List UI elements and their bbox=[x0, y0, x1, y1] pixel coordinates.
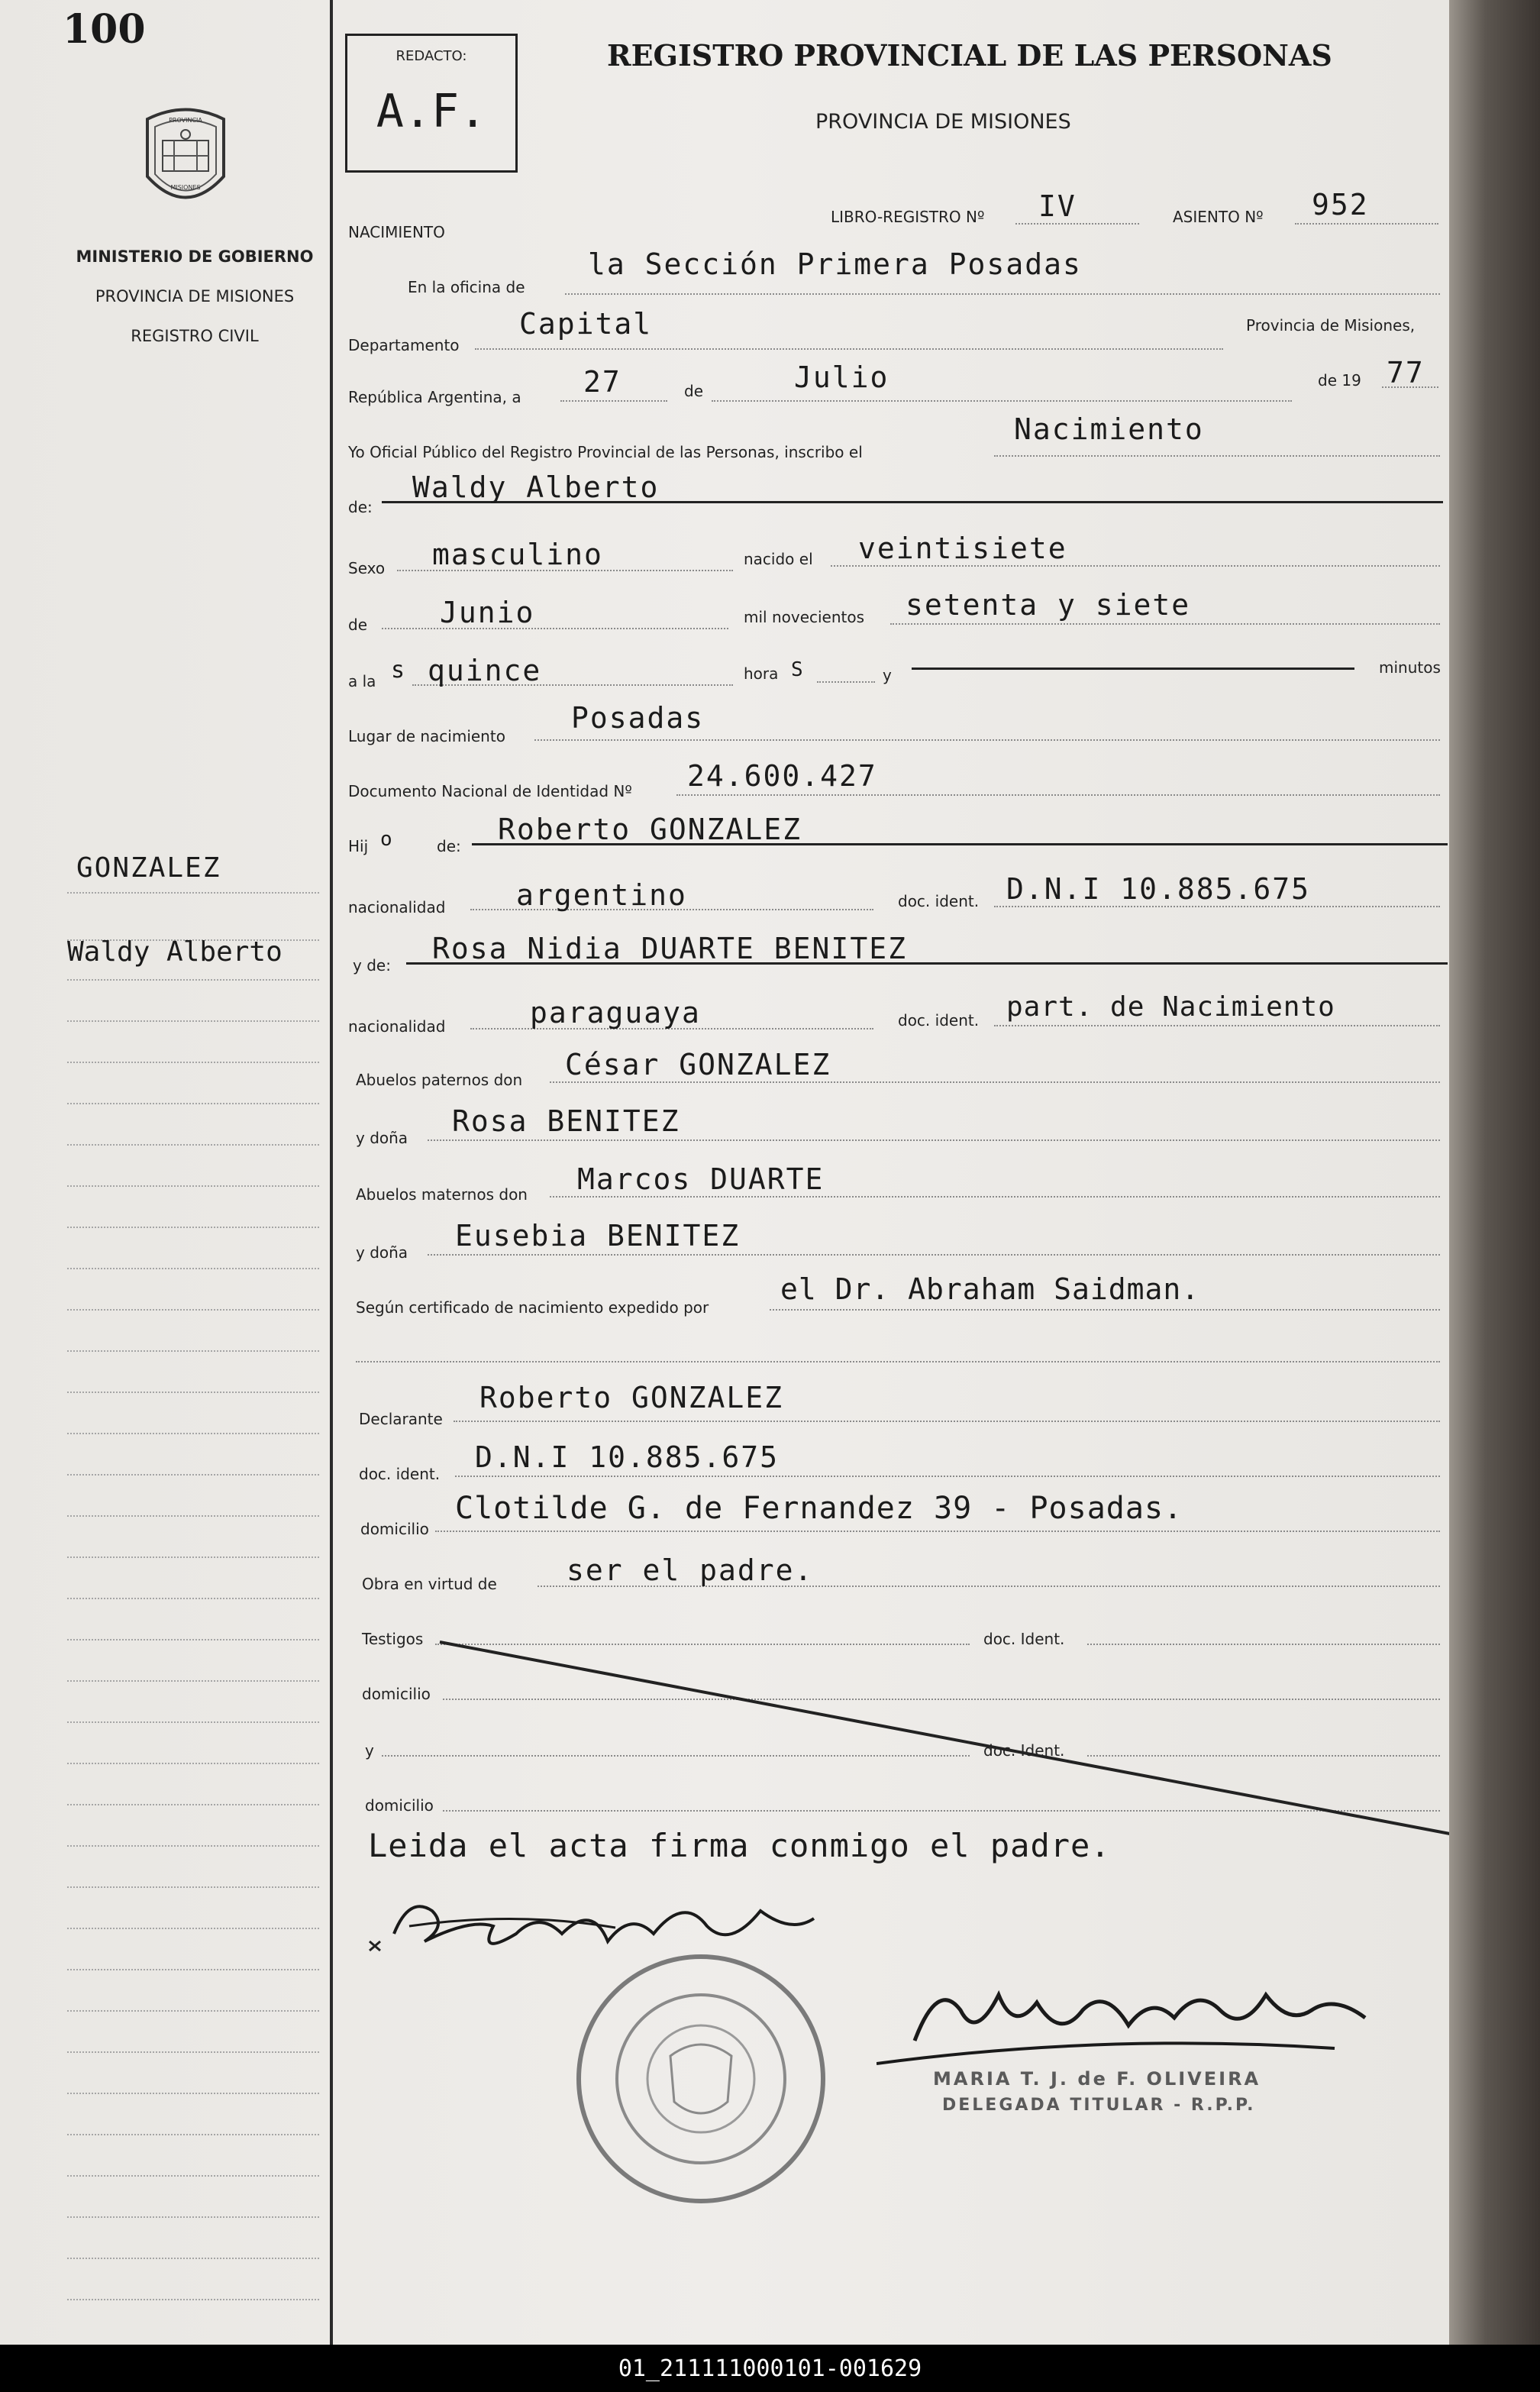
hijo-label: Hij bbox=[348, 837, 369, 855]
ministry-province: PROVINCIA DE MISIONES bbox=[95, 287, 295, 305]
footer-label: 01_211111000101-001629 bbox=[618, 2355, 922, 2382]
margin-given-names: Waldy Alberto bbox=[67, 936, 282, 968]
docident-padre-label: doc. ident. bbox=[898, 892, 980, 910]
svg-text:MISIONES: MISIONES bbox=[170, 184, 201, 191]
departamento-value: Capital bbox=[519, 307, 653, 341]
document-subtitle: PROVINCIA DE MISIONES bbox=[815, 110, 1071, 134]
document-title: REGISTRO PROVINCIAL DE LAS PERSONAS bbox=[607, 38, 1332, 73]
oficial-value: Nacimiento bbox=[1014, 412, 1204, 446]
provincia-label: Provincia de Misiones, bbox=[1246, 316, 1416, 335]
nacionalidad-madre-label: nacionalidad bbox=[348, 1017, 446, 1036]
certificado-label: Según certificado de nacimiento expedido por bbox=[356, 1298, 709, 1317]
hijo-de-label: de: bbox=[437, 837, 461, 855]
margin-surname: GONZALEZ bbox=[76, 852, 221, 884]
de-persona-label: de: bbox=[348, 498, 373, 516]
dni-value: 24.600.427 bbox=[687, 759, 877, 793]
redacto-value: A.F. bbox=[376, 85, 487, 138]
asiento-value: 952 bbox=[1312, 188, 1369, 221]
libro-value: IV bbox=[1038, 189, 1077, 223]
sexo-value: masculino bbox=[432, 538, 603, 571]
testigos-y-label: y bbox=[365, 1741, 374, 1760]
binder-edge bbox=[1449, 0, 1540, 2345]
lugar-value: Posadas bbox=[571, 701, 705, 735]
anio-nac-value: setenta y siete bbox=[906, 588, 1191, 622]
abuelos-maternos-label: Abuelos maternos don bbox=[356, 1185, 528, 1204]
certificado-value: el Dr. Abraham Saidman. bbox=[780, 1272, 1200, 1306]
minutos-label: minutos bbox=[1379, 658, 1441, 677]
nacionalidad-madre-value: paraguaya bbox=[530, 996, 701, 1030]
de2-label: de bbox=[348, 616, 367, 634]
ministry-registry: REGISTRO CIVIL bbox=[131, 327, 259, 345]
stamp-officer-role: DELEGADA TITULAR - R.P.P. bbox=[942, 2096, 1256, 2115]
libro-label: LIBRO-REGISTRO Nº bbox=[831, 208, 985, 226]
nacionalidad-padre-label: nacionalidad bbox=[348, 898, 446, 916]
abuelo-materno-value: Marcos DUARTE bbox=[577, 1162, 825, 1196]
asiento-label: ASIENTO Nº bbox=[1173, 208, 1264, 226]
mes-nac-value: Junio bbox=[440, 596, 535, 629]
abuela-paterna-value: Rosa BENITEZ bbox=[452, 1104, 680, 1138]
nacido-label: nacido el bbox=[744, 550, 813, 568]
testigos-domicilio2-label: domicilio bbox=[365, 1796, 434, 1815]
abuela-materna-value: Eusebia BENITEZ bbox=[455, 1219, 741, 1253]
page-number: 100 bbox=[63, 6, 146, 53]
doc-madre-value: part. de Nacimiento bbox=[1006, 991, 1335, 1023]
hijo-suffix: o bbox=[380, 828, 394, 851]
lugar-label: Lugar de nacimiento bbox=[348, 727, 505, 745]
footer-bar bbox=[0, 2345, 1540, 2392]
de-label: de bbox=[684, 382, 703, 400]
oficina-label: En la oficina de bbox=[408, 278, 525, 296]
obra-value: ser el padre. bbox=[567, 1553, 814, 1587]
oficial-label: Yo Oficial Público del Registro Provincial de las Personas, inscribo el bbox=[348, 443, 863, 461]
domicilio-declarante-value: Clotilde G. de Fernandez 39 - Posadas. bbox=[455, 1491, 1183, 1526]
anio-value: 77 bbox=[1387, 356, 1425, 390]
doc-padre-value: D.N.I 10.885.675 bbox=[1006, 872, 1311, 906]
republica-label: República Argentina, a bbox=[348, 388, 521, 406]
stamp-officer-name: MARIA T. J. de F. OLIVEIRA bbox=[933, 2068, 1261, 2090]
ministry-block bbox=[61, 237, 328, 356]
dni-label: Documento Nacional de Identidad Nº bbox=[348, 782, 632, 800]
departamento-label: Departamento bbox=[348, 336, 460, 354]
padre-value: Roberto GONZALEZ bbox=[498, 813, 802, 846]
sexo-label: Sexo bbox=[348, 559, 386, 577]
declarante-value: Roberto GONZALEZ bbox=[479, 1381, 784, 1414]
anio-label: de 19 bbox=[1318, 371, 1361, 390]
redacto-label: REDACTO: bbox=[395, 48, 467, 64]
ydona-paterna-label: y doña bbox=[356, 1129, 408, 1147]
madre-value: Rosa Nidia DUARTE BENITEZ bbox=[432, 932, 907, 965]
abuelo-paterno-value: César GONZALEZ bbox=[565, 1048, 831, 1081]
nacido-value: veintisiete bbox=[858, 532, 1067, 565]
hora-value: quince bbox=[428, 654, 542, 687]
testigos-docident2-label: doc. Ident. bbox=[983, 1741, 1065, 1760]
mil-label: mil novecientos bbox=[744, 608, 865, 626]
testigos-label: Testigos bbox=[362, 1630, 424, 1648]
declarante-label: Declarante bbox=[359, 1410, 443, 1428]
docident-madre-label: doc. ident. bbox=[898, 1011, 980, 1030]
ministry-title: MINISTERIO DE GOBIERNO bbox=[76, 247, 314, 266]
column-divider bbox=[330, 0, 333, 2345]
nombre-value: Waldy Alberto bbox=[412, 470, 660, 504]
y-label: y bbox=[883, 666, 892, 684]
ala-suffix: s bbox=[391, 657, 407, 684]
horas-suffix: S bbox=[791, 658, 805, 681]
record-type-label: NACIMIENTO bbox=[348, 223, 445, 241]
dia-value: 27 bbox=[583, 365, 621, 399]
abuelos-paternos-label: Abuelos paternos don bbox=[356, 1071, 523, 1089]
leida-value: Leida el acta firma conmigo el padre. bbox=[368, 1827, 1111, 1864]
redacto-box bbox=[345, 34, 518, 173]
horas-label: hora bbox=[744, 664, 779, 683]
mes-value: Julio bbox=[794, 360, 889, 394]
testigos-strike-line bbox=[435, 1634, 1458, 1848]
docident-declarante-label: doc. ident. bbox=[359, 1465, 441, 1483]
svg-text:PROVINCIA: PROVINCIA bbox=[169, 117, 202, 124]
doc-declarante-value: D.N.I 10.885.675 bbox=[475, 1440, 780, 1474]
officer-signature-icon bbox=[877, 1964, 1411, 2079]
ydona-materna-label: y doña bbox=[356, 1243, 408, 1262]
domicilio-declarante-label: domicilio bbox=[360, 1520, 429, 1538]
official-seal-icon bbox=[571, 1949, 831, 2209]
provincial-crest-icon bbox=[136, 104, 235, 218]
testigos-docident-label: doc. Ident. bbox=[983, 1630, 1065, 1648]
oficina-value: la Sección Primera Posadas bbox=[588, 247, 1082, 281]
nacionalidad-padre-value: argentino bbox=[516, 878, 687, 912]
yde-label: y de: bbox=[353, 956, 391, 975]
testigos-domicilio1-label: domicilio bbox=[362, 1685, 431, 1703]
ala-label: a la bbox=[348, 672, 376, 690]
obra-label: Obra en virtud de bbox=[362, 1575, 497, 1593]
